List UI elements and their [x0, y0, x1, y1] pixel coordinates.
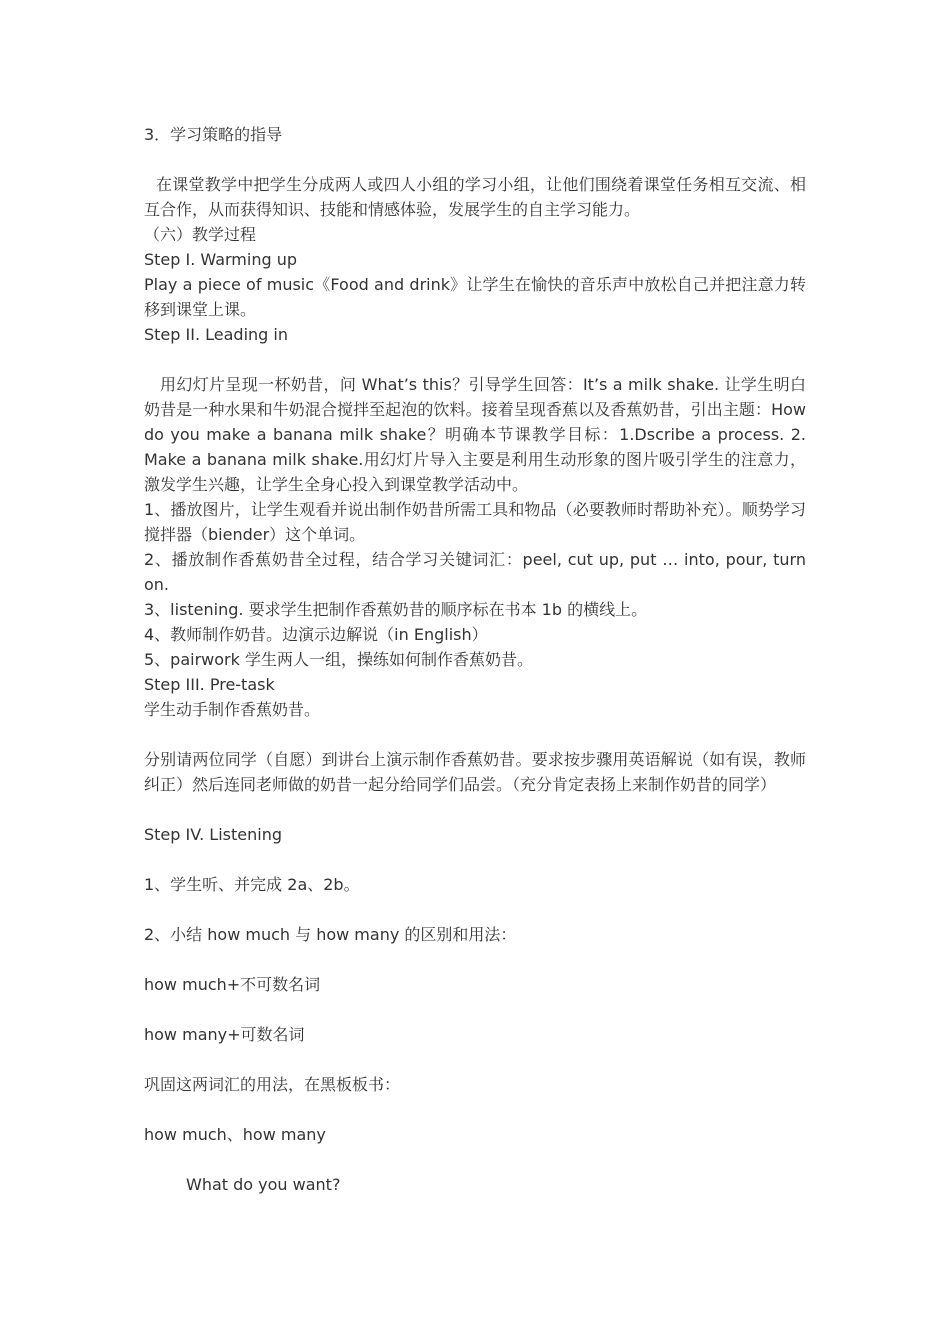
- step1-text: Play a piece of music《Food and drink》让学生在愉快的音乐声中放松自己并把注意力转移到课堂上课。: [144, 275, 806, 319]
- spacer: [144, 722, 806, 747]
- step1-title: Step I. Warming up: [144, 250, 298, 269]
- step4-title: Step IV. Listening: [144, 825, 282, 844]
- step4-item-2: 2、小结 how much 与 how many 的区别和用法：: [144, 925, 517, 944]
- spacer: [144, 347, 806, 372]
- step2-title: Step II. Leading in: [144, 325, 288, 344]
- spacer: [144, 997, 806, 1022]
- spacer: [144, 1097, 806, 1122]
- step2-item-1: 1、播放图片，让学生观看并说出制作奶昔所需工具和物品（必要教师时帮助补充）。顺势学习搅拌器（biender）这个单词。: [144, 500, 806, 544]
- spacer: [144, 947, 806, 972]
- step2-item-4: 4、教师制作奶昔。边演示边解说（in English）: [144, 625, 488, 644]
- spacer: [144, 147, 806, 172]
- step2-item-2: 2、播放制作香蕉奶昔全过程，结合学习关键词汇：peel, cut up, put … into, pour, turn on.: [144, 550, 806, 594]
- spacer: [144, 1047, 806, 1072]
- spacer: [144, 797, 806, 822]
- heading-teaching-process: （六）教学过程: [144, 225, 257, 244]
- step3-text: 学生动手制作香蕉奶昔。: [144, 700, 321, 719]
- step3-paragraph: 分别请两位同学（自愿）到讲台上演示制作香蕉奶昔。要求按步骤用英语解说（如有误，教师纠正）然后连同老师做的奶昔一起分给同学们品尝。（充分肯定表扬上来制作奶昔的同学）: [144, 750, 806, 794]
- document-page: [144, 122, 806, 1197]
- rule-how-many: how many+可数名词: [144, 1025, 305, 1044]
- consolidate-instruction: 巩固这两词汇的用法，在黑板板书：: [144, 1075, 401, 1094]
- spacer: [144, 1147, 806, 1172]
- strategy-paragraph: 在课堂教学中把学生分成两人或四人小组的学习小组，让他们围绕着课堂任务相互交流、相互合作，从而获得知识、技能和情感体验，发展学生的自主学习能力。: [144, 175, 806, 219]
- step3-title: Step III. Pre-task: [144, 675, 275, 694]
- board-words: how much、how many: [144, 1125, 326, 1144]
- rule-how-much: how much+不可数名词: [144, 975, 321, 994]
- step4-item-1: 1、学生听、并完成 2a、2b。: [144, 875, 360, 894]
- board-question: What do you want?: [186, 1175, 341, 1194]
- spacer: [144, 847, 806, 872]
- heading-learning-strategy: 3．学习策略的指导: [144, 125, 283, 144]
- step2-item-5: 5、pairwork 学生两人一组，操练如何制作香蕉奶昔。: [144, 650, 533, 669]
- step2-item-3: 3、listening. 要求学生把制作香蕉奶昔的顺序标在书本 1b 的横线上。: [144, 600, 648, 619]
- step2-paragraph: 用幻灯片呈现一杯奶昔，问 What’s this？引导学生回答：It’s a milk shake. 让学生明白奶昔是一种水果和牛奶混合搅拌至起泡的饮料。接着呈现香蕉以及香蕉奶昔，引出主题：How do you make a banana milk shake？明确本节课教学目标：1.Dscribe a process. 2. Make a banana milk shake.用幻灯片导入主要是利用生动形象的图片吸引学生的注意力，激发学生兴趣，让学生全身心投入到课堂教学活动中。: [144, 375, 806, 494]
- spacer: [144, 897, 806, 922]
